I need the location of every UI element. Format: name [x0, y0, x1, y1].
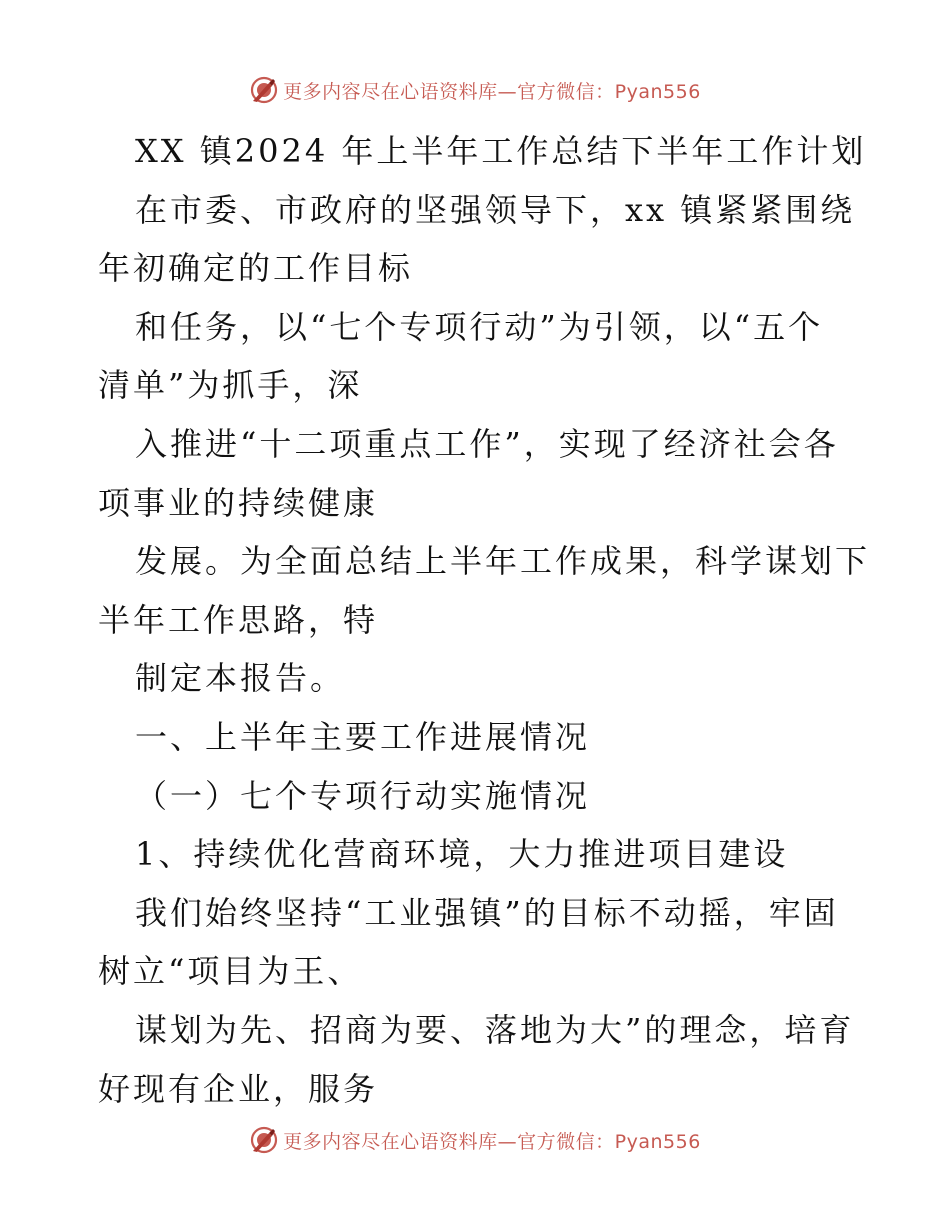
text-line: 我们始终坚持“工业强镇”的目标不动摇，牢固 [135, 893, 839, 932]
text-line: 树立“项目为王、 [98, 952, 363, 991]
text-line: 好现有企业，服务 [98, 1069, 379, 1108]
text-line: 年初确定的工作目标 [98, 249, 414, 288]
text-line: 清单”为抓手，深 [98, 366, 363, 405]
text-line: 半年工作思路，特 [98, 600, 379, 639]
text-line: 一、上半年主要工作进展情况 [135, 717, 591, 756]
text-line: （一）七个专项行动实施情况 [135, 776, 591, 815]
pen-in-circle-logo-icon [249, 1125, 279, 1155]
document-body [98, 122, 871, 1118]
text-line: 制定本报告。 [135, 659, 346, 698]
text-line: 在市委、市政府的坚强领导下，xx 镇紧紧围绕 [135, 190, 856, 229]
document-title: XX 镇2024 年上半年工作总结下半年工作计划 [135, 132, 867, 170]
text-line: 项事业的持续健康 [98, 483, 379, 522]
watermark-footer [0, 1123, 950, 1157]
text-line: 入推进“十二项重点工作”，实现了经济社会各 [135, 424, 839, 463]
text-line: 和任务，以“七个专项行动”为引领，以“五个 [135, 307, 824, 346]
watermark-text: 更多内容尽在心语资料库—官方微信：Pyan556 [283, 80, 701, 103]
text-line: 发展。为全面总结上半年工作成果，科学谋划下 [135, 542, 871, 581]
text-line: 1、持续优化营商环境，大力推进项目建设 [135, 835, 789, 874]
pen-in-circle-logo-icon [249, 75, 279, 105]
watermark-text: 更多内容尽在心语资料库—官方微信：Pyan556 [283, 1130, 701, 1153]
watermark-header [0, 73, 950, 107]
text-line: 谋划为先、招商为要、落地为大”的理念，培育 [135, 1010, 855, 1049]
